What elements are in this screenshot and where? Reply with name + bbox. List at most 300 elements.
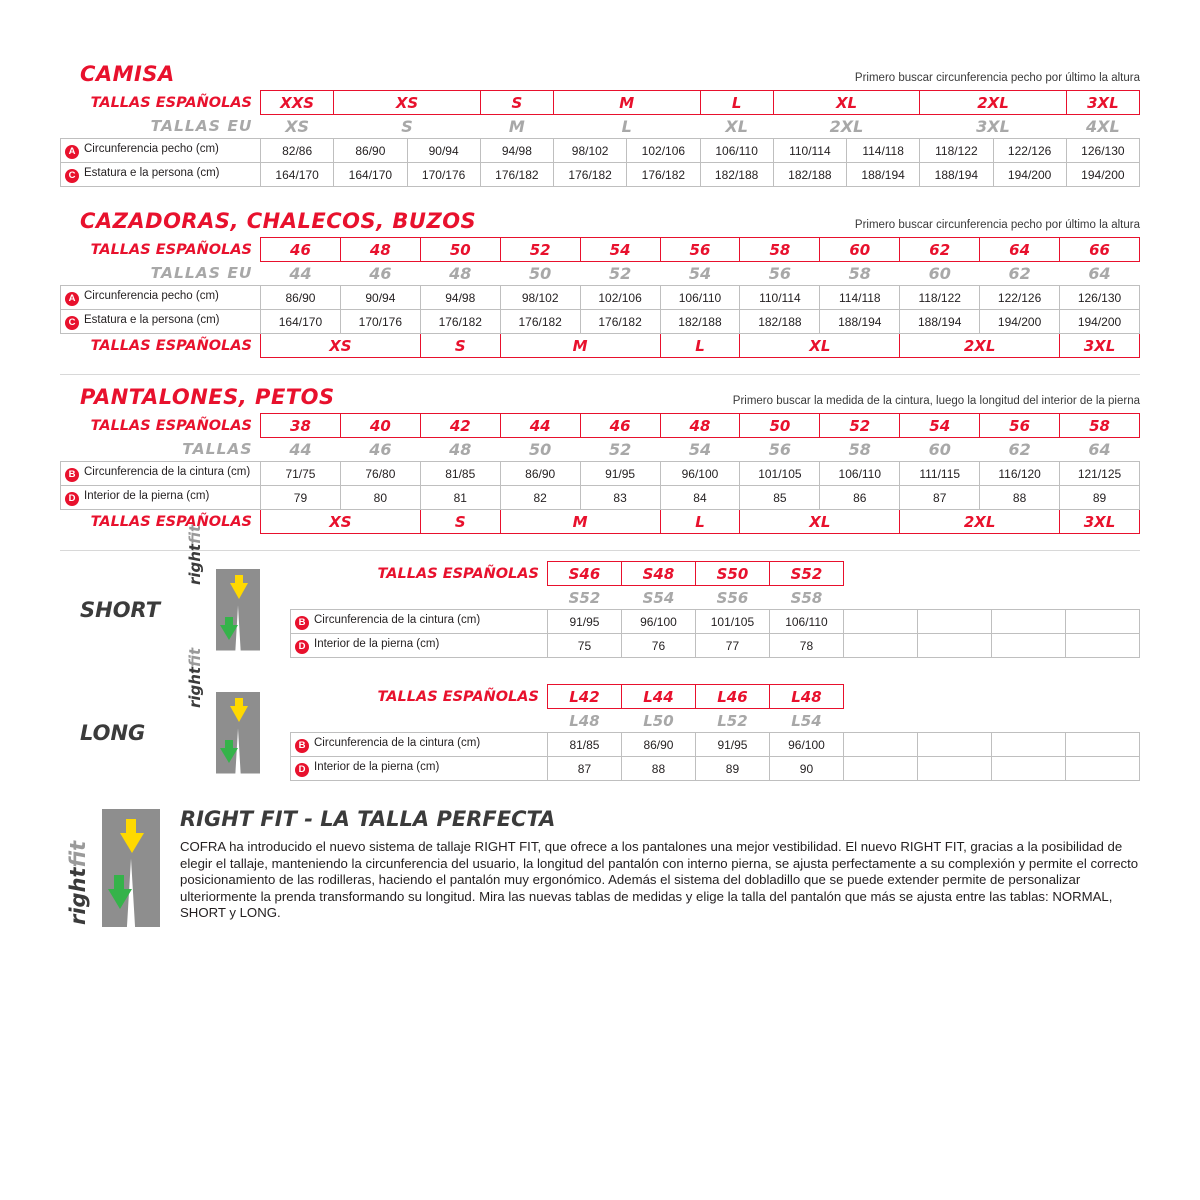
pantalones-row0-label [61, 462, 261, 486]
cell: 46 [340, 262, 420, 286]
camisa-es-label: TALLAS ESPAÑOLAS [61, 91, 261, 115]
section-cazadoras [60, 209, 1140, 358]
table-row [291, 610, 1140, 634]
cell: S52 [769, 562, 843, 586]
cell [1065, 610, 1139, 634]
cell [843, 562, 917, 586]
cell: 86/90 [500, 462, 580, 486]
cell: 110/114 [740, 286, 820, 310]
badge-b-icon: B [295, 739, 309, 753]
footer-body [170, 803, 1140, 922]
cell: 50 [740, 414, 820, 438]
cell [291, 586, 548, 610]
table-row [61, 486, 1140, 510]
cell [991, 634, 1065, 658]
badge-c-icon: C [65, 316, 79, 330]
cell [843, 757, 917, 781]
cell [917, 610, 991, 634]
cell: 60 [900, 438, 980, 462]
long-title: LONG [80, 720, 146, 745]
cell: 3XL [1060, 334, 1140, 358]
divider [60, 550, 1140, 551]
cell: 52 [580, 438, 660, 462]
pantalones-row-es [61, 414, 1140, 438]
cell: 194/200 [980, 310, 1060, 334]
cell: 182/188 [773, 163, 846, 187]
cell: 101/105 [740, 462, 820, 486]
cell: 82/86 [261, 139, 334, 163]
cell [843, 709, 917, 733]
rightfit-description [60, 803, 1140, 933]
cell: S [420, 334, 500, 358]
cell: 76 [621, 634, 695, 658]
cell: 81 [420, 486, 500, 510]
cell: 176/182 [500, 310, 580, 334]
cell [843, 610, 917, 634]
short-row1-label [291, 634, 548, 658]
cell [917, 634, 991, 658]
cazadoras-footer-row [61, 334, 1140, 358]
camisa-es-4: L [700, 91, 773, 115]
cell: L44 [621, 685, 695, 709]
pantalones-note: Primero buscar la medida de la cintura, luego la longitud del interior de la pierna [732, 395, 1140, 407]
cell: 86 [820, 486, 900, 510]
camisa-eu-4: XL [700, 115, 773, 139]
cazadoras-title: CAZADORAS, CHALECOS, BUZOS [80, 209, 477, 233]
cell: 86/90 [261, 286, 341, 310]
cell: 194/200 [1060, 310, 1140, 334]
camisa-table [60, 90, 1140, 187]
camisa-header [60, 62, 1140, 90]
cell: 56 [980, 414, 1060, 438]
long-row1-text: Interior de la pierna (cm) [314, 760, 440, 773]
cell [991, 709, 1065, 733]
cell: 188/194 [900, 310, 980, 334]
pantalones-row0-text: Circunferencia de la cintura (cm) [84, 465, 251, 478]
table-row [61, 286, 1140, 310]
cell: 182/188 [740, 310, 820, 334]
cell: 98/102 [554, 139, 627, 163]
cell: 102/106 [627, 139, 700, 163]
rightfit-logo-long [186, 647, 276, 776]
cell: 194/200 [1066, 163, 1139, 187]
cell [991, 733, 1065, 757]
camisa-eu-6: 3XL [920, 115, 1067, 139]
cazadoras-eu-label: TALLAS EU [61, 262, 261, 286]
cell: 62 [900, 238, 980, 262]
short-table [290, 561, 1140, 658]
cell [1065, 757, 1139, 781]
camisa-eu-3: L [554, 115, 701, 139]
cell: XS [261, 334, 421, 358]
cell: 83 [580, 486, 660, 510]
cazadoras-header [60, 209, 1140, 237]
section-long [60, 647, 1140, 781]
cell [291, 709, 548, 733]
cazadoras-row0-text: Circunferencia pecho (cm) [84, 289, 219, 302]
cell: 46 [261, 238, 341, 262]
cell [1065, 634, 1139, 658]
cell: 90/94 [340, 286, 420, 310]
cell: 54 [660, 438, 740, 462]
cell: M [500, 510, 660, 534]
cell: 91/95 [695, 733, 769, 757]
cell: 89 [1060, 486, 1140, 510]
cell: 52 [500, 238, 580, 262]
cell: 64 [1060, 438, 1140, 462]
cell: 64 [980, 238, 1060, 262]
cell [917, 562, 991, 586]
cell: 66 [1060, 238, 1140, 262]
badge-d-icon: D [65, 492, 79, 506]
cell [1065, 685, 1139, 709]
cell: 176/182 [580, 310, 660, 334]
camisa-eu-label: TALLAS EU [61, 115, 261, 139]
cell: 188/194 [847, 163, 920, 187]
cell: 170/176 [407, 163, 480, 187]
divider [60, 374, 1140, 375]
cell: S54 [642, 588, 675, 607]
cell: XL [740, 334, 900, 358]
badge-d-icon: D [295, 640, 309, 654]
cell: 121/125 [1060, 462, 1140, 486]
cell: 64 [1060, 262, 1140, 286]
cell: 164/170 [261, 163, 334, 187]
cell [991, 685, 1065, 709]
camisa-row-es [61, 91, 1140, 115]
cell [843, 634, 917, 658]
cell: 44 [261, 262, 341, 286]
cell: 170/176 [340, 310, 420, 334]
cell: 58 [1060, 414, 1140, 438]
cell: 106/110 [820, 462, 900, 486]
badge-a-icon: A [65, 292, 79, 306]
cell: 48 [340, 238, 420, 262]
cell: 80 [340, 486, 420, 510]
table-row [291, 757, 1140, 781]
badge-c-icon: C [65, 169, 79, 183]
cell: 58 [820, 438, 900, 462]
cell: 46 [340, 438, 420, 462]
footer-text: COFRA ha introducido el nuevo sistema de tallaje RIGHT FIT, que ofrece a los pantalones una mejor vestibilidad. El nuevo RIGHT FIT, gracias a la posibilidad de elegir el tallaje, manteniendo la circunferencia del usuario, la longitud del pantalón con interno pierna, se ajusta perfectamente a su complexión y permite el correcto posicionamiento de las rodilleras, haciendo el pantalón muy ergonómico. Además el sistema del dobladillo que se puede extender permite de personalizar ulteriormente la prenda transformando su longitud. Mira las nuevas tablas de medidas y elige la talla del pantalón que más se ajusta entre las tablas: NORMAL, SHORT y LONG. [180, 839, 1139, 920]
camisa-es-0: XXS [261, 91, 334, 115]
camisa-row1-label [61, 163, 261, 187]
cell: 77 [695, 634, 769, 658]
cell: 176/182 [480, 163, 553, 187]
cell: 85 [740, 486, 820, 510]
cazadoras-row-es [61, 238, 1140, 262]
cell: 58 [820, 262, 900, 286]
camisa-title: CAMISA [80, 62, 175, 86]
cell: 188/194 [820, 310, 900, 334]
cell: S50 [695, 562, 769, 586]
long-row1-label [291, 757, 548, 781]
cell: 114/118 [820, 286, 900, 310]
pantalones-eu-label: TALLAS [61, 438, 261, 462]
cell: 52 [820, 414, 900, 438]
cell: 82 [500, 486, 580, 510]
camisa-es-6: 2XL [920, 91, 1067, 115]
cazadoras-es-label: TALLAS ESPAÑOLAS [61, 238, 261, 262]
cell: 126/130 [1060, 286, 1140, 310]
camisa-eu-1: S [334, 115, 481, 139]
rightfit-wordmark [66, 841, 90, 925]
cell: 75 [547, 634, 621, 658]
cell: S46 [547, 562, 621, 586]
cell: 90 [769, 757, 843, 781]
cell: 54 [580, 238, 660, 262]
camisa-es-7: 3XL [1066, 91, 1139, 115]
cell: S56 [716, 588, 749, 607]
cell [843, 586, 917, 610]
cell: 96/100 [660, 462, 740, 486]
cazadoras-row1-label [61, 310, 261, 334]
cell [991, 562, 1065, 586]
cell: 176/182 [627, 163, 700, 187]
cazadoras-table [60, 237, 1140, 358]
badge-a-icon: A [65, 145, 79, 159]
cell: 2XL [900, 334, 1060, 358]
arrow-down-yellow-icon [120, 833, 144, 853]
cell: 42 [420, 414, 500, 438]
short-row0-label [291, 610, 548, 634]
cell: 176/182 [554, 163, 627, 187]
cell: 111/115 [900, 462, 980, 486]
cell: 114/118 [847, 139, 920, 163]
table-row [291, 733, 1140, 757]
camisa-es-2: S [480, 91, 553, 115]
arrow-down-green-icon [220, 748, 238, 763]
pantalones-footer-label: TALLAS ESPAÑOLAS [61, 510, 261, 534]
cell: 79 [261, 486, 341, 510]
cell: 71/75 [261, 462, 341, 486]
cell [843, 733, 917, 757]
cell [917, 709, 991, 733]
cell: L42 [547, 685, 621, 709]
cell: M [500, 334, 660, 358]
badge-b-icon: B [295, 616, 309, 630]
cell: 78 [769, 634, 843, 658]
cell: 118/122 [920, 139, 993, 163]
pantalones-footer-row [61, 510, 1140, 534]
cell: L48 [769, 685, 843, 709]
cell: 106/110 [700, 139, 773, 163]
cell: 182/188 [700, 163, 773, 187]
cell: 86/90 [334, 139, 407, 163]
cell: 164/170 [261, 310, 341, 334]
cell [991, 757, 1065, 781]
cell: 94/98 [420, 286, 500, 310]
long-row0-text: Circunferencia de la cintura (cm) [314, 736, 481, 749]
cell: 60 [900, 262, 980, 286]
long-row-eu [291, 709, 1140, 733]
cell: L48 [569, 711, 600, 730]
badge-b-icon: B [65, 468, 79, 482]
cell: 2XL [900, 510, 1060, 534]
cell [917, 733, 991, 757]
cell: 91/95 [580, 462, 660, 486]
cell [1065, 562, 1139, 586]
cell: XS [261, 510, 421, 534]
pantalones-table [60, 413, 1140, 534]
cell: 188/194 [920, 163, 993, 187]
pantalones-header [60, 385, 1140, 413]
cell: 96/100 [769, 733, 843, 757]
cell: L46 [695, 685, 769, 709]
cell [917, 685, 991, 709]
cell: 96/100 [621, 610, 695, 634]
short-row0-text: Circunferencia de la cintura (cm) [314, 613, 481, 626]
cell [991, 610, 1065, 634]
table-row [61, 462, 1140, 486]
cell: 62 [980, 262, 1060, 286]
cell: 118/122 [900, 286, 980, 310]
cell: 50 [500, 438, 580, 462]
long-table [290, 684, 1140, 781]
rightfit-right: right [66, 867, 90, 925]
camisa-row1-text: Estatura e la persona (cm) [84, 166, 220, 179]
cell: 52 [580, 262, 660, 286]
cell: 54 [900, 414, 980, 438]
cell: 126/130 [1066, 139, 1139, 163]
cell: 106/110 [660, 286, 740, 310]
cell: 91/95 [547, 610, 621, 634]
camisa-eu-7: 4XL [1066, 115, 1139, 139]
camisa-eu-2: M [480, 115, 553, 139]
arrow-down-yellow-icon [230, 706, 248, 722]
rightfit-logo-short [186, 524, 276, 653]
long-es-label: TALLAS ESPAÑOLAS [377, 688, 539, 705]
section-camisa [60, 0, 1140, 187]
cell: 89 [695, 757, 769, 781]
cell: 81/85 [547, 733, 621, 757]
table-row [61, 139, 1140, 163]
cell [1065, 733, 1139, 757]
camisa-row-eu [61, 115, 1140, 139]
cell: 58 [740, 238, 820, 262]
cell: 84 [660, 486, 740, 510]
pantalones-es-label: TALLAS ESPAÑOLAS [61, 414, 261, 438]
cell: S58 [790, 588, 823, 607]
camisa-row0-label [61, 139, 261, 163]
camisa-es-3: M [554, 91, 701, 115]
cell: 122/126 [980, 286, 1060, 310]
table-row [61, 163, 1140, 187]
camisa-row0-text: Circunferencia pecho (cm) [84, 142, 219, 155]
cell: 94/98 [480, 139, 553, 163]
badge-d-icon: D [295, 763, 309, 777]
long-row0-label [291, 733, 548, 757]
cell: 110/114 [773, 139, 846, 163]
arrow-down-green-icon [220, 625, 238, 640]
rightfit-right: right [186, 666, 204, 708]
camisa-eu-0: XS [261, 115, 334, 139]
cell: 176/182 [420, 310, 500, 334]
cell: 50 [420, 238, 500, 262]
cell: 50 [500, 262, 580, 286]
section-short [60, 524, 1140, 658]
camisa-es-5: XL [773, 91, 920, 115]
cazadoras-row1-text: Estatura e la persona (cm) [84, 313, 220, 326]
rightfit-fit: fit [66, 840, 90, 868]
short-title: SHORT [80, 597, 161, 622]
cell: S [420, 510, 500, 534]
cazadoras-footer-label: TALLAS ESPAÑOLAS [61, 334, 261, 358]
short-es-label: TALLAS ESPAÑOLAS [377, 565, 539, 582]
cell: 40 [340, 414, 420, 438]
cazadoras-row-eu [61, 262, 1140, 286]
cell: XL [740, 510, 900, 534]
section-pantalones [60, 385, 1140, 534]
cell: 106/110 [769, 610, 843, 634]
table-row [61, 310, 1140, 334]
camisa-note: Primero buscar circunferencia pecho por último la altura [854, 72, 1140, 84]
cazadoras-note: Primero buscar circunferencia pecho por último la altura [854, 219, 1140, 231]
cell: 56 [740, 438, 820, 462]
rightfit-fit: fit [186, 524, 204, 544]
cell: 48 [420, 262, 500, 286]
short-row-eu [291, 586, 1140, 610]
cell: 86/90 [621, 733, 695, 757]
camisa-es-1: XS [334, 91, 481, 115]
cell: 122/126 [993, 139, 1066, 163]
rightfit-logo-footer [60, 803, 170, 933]
cell: 62 [980, 438, 1060, 462]
cell: S52 [568, 588, 601, 607]
arrow-down-green-icon [108, 889, 132, 909]
cell: L54 [791, 711, 822, 730]
short-row-es [291, 562, 1140, 586]
cell: L [660, 334, 740, 358]
cell: 101/105 [695, 610, 769, 634]
cell: 102/106 [580, 286, 660, 310]
cell: 56 [740, 262, 820, 286]
cell: 46 [580, 414, 660, 438]
cell: L52 [717, 711, 748, 730]
cell [1065, 709, 1139, 733]
rightfit-wordmark [186, 524, 204, 584]
cell: 48 [660, 414, 740, 438]
cell: 44 [261, 438, 341, 462]
cell: 3XL [1060, 510, 1140, 534]
cell [917, 586, 991, 610]
cell: L50 [643, 711, 674, 730]
footer-title: RIGHT FIT - LA TALLA PERFECTA [180, 807, 556, 831]
cell [991, 586, 1065, 610]
cell: 194/200 [993, 163, 1066, 187]
cell: 87 [900, 486, 980, 510]
cell: 60 [820, 238, 900, 262]
cell: 164/170 [334, 163, 407, 187]
cell: 56 [660, 238, 740, 262]
arrow-down-yellow-icon [230, 583, 248, 599]
pantalones-title: PANTALONES, PETOS [80, 385, 335, 409]
cell: 87 [547, 757, 621, 781]
cell: 88 [980, 486, 1060, 510]
pantalones-row1-label [61, 486, 261, 510]
cell: 116/120 [980, 462, 1060, 486]
long-row-es [291, 685, 1140, 709]
pantalones-row1-text: Interior de la pierna (cm) [84, 489, 210, 502]
table-row [291, 634, 1140, 658]
cell [1065, 586, 1139, 610]
cell: L [660, 510, 740, 534]
short-row1-text: Interior de la pierna (cm) [314, 637, 440, 650]
cell: 38 [261, 414, 341, 438]
cazadoras-row0-label [61, 286, 261, 310]
cell: 81/85 [420, 462, 500, 486]
pantalones-row-eu [61, 438, 1140, 462]
